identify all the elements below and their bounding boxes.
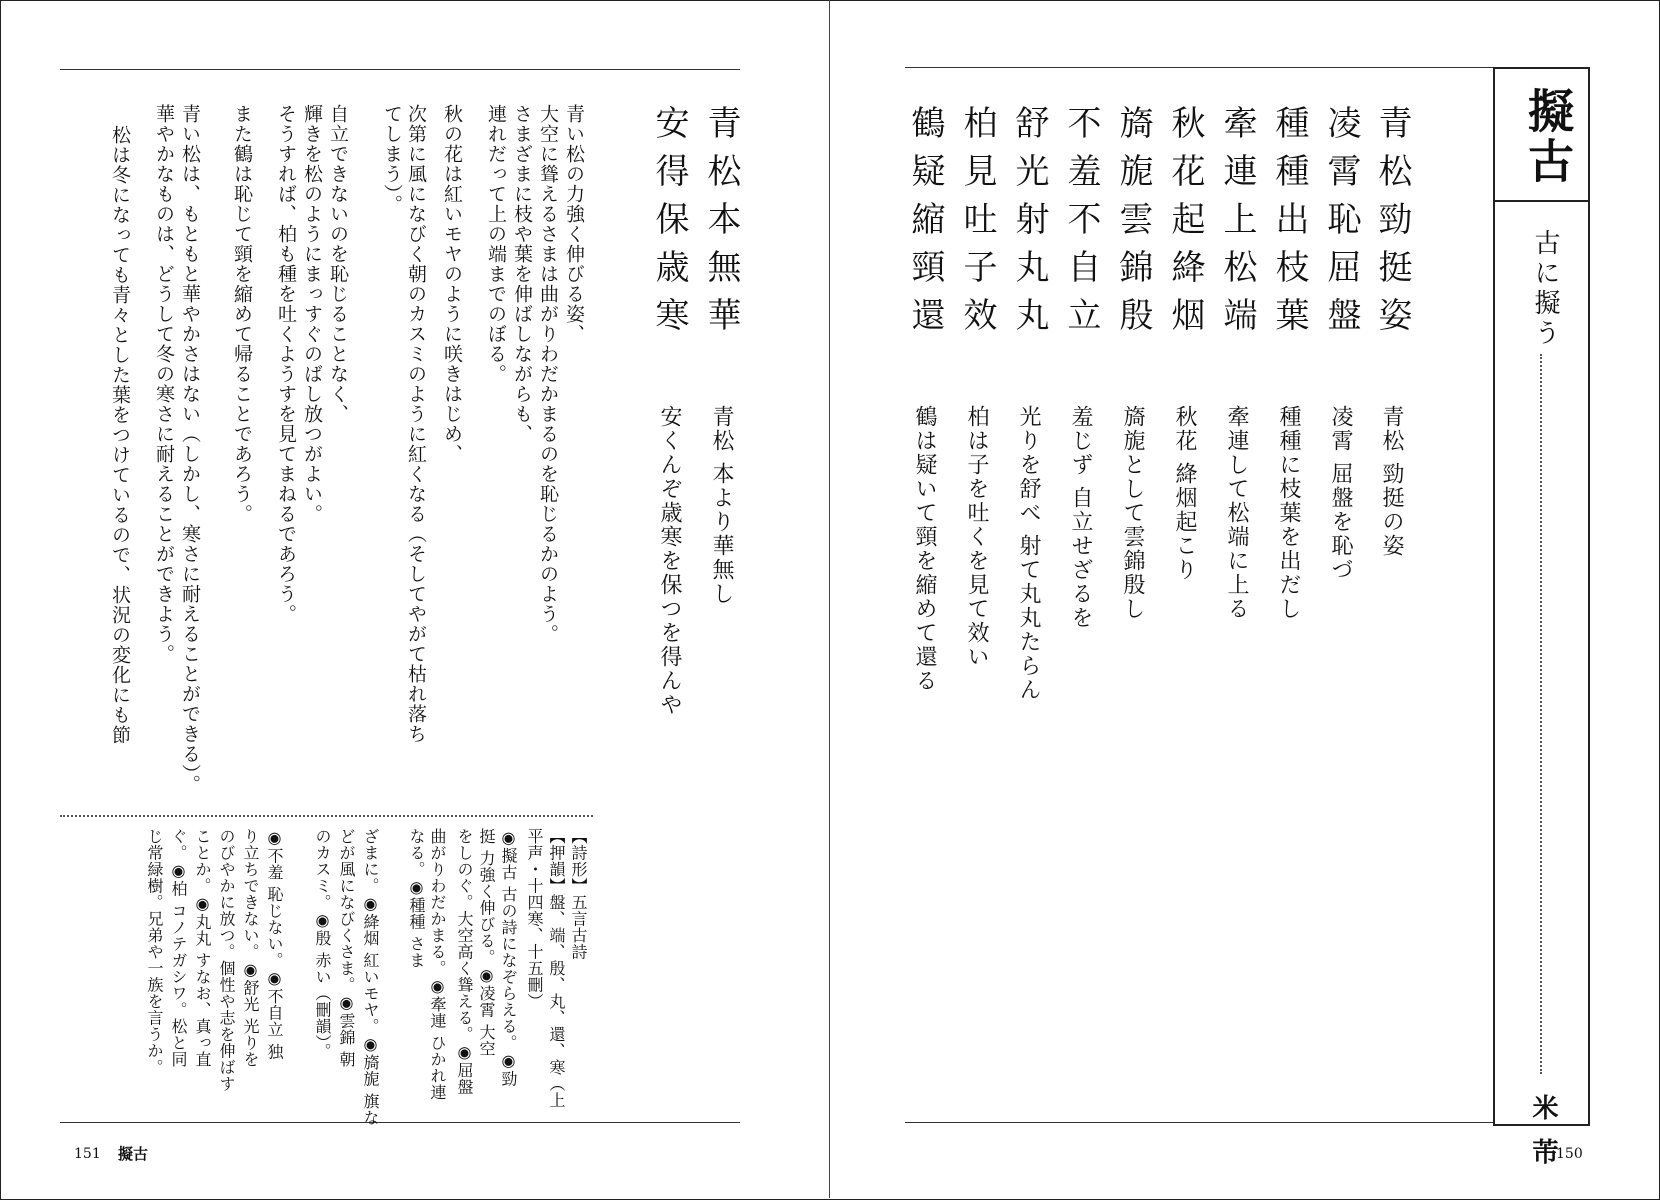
translation-line: そうすれば、柏も種を吐くようすを見てまねるであろう。 bbox=[275, 104, 297, 624]
kundoku-line: 鶴は疑いて頸を縮めて還る bbox=[912, 405, 937, 693]
note-line: どが風になびくさま。◉雲錦 朝 bbox=[337, 828, 356, 1068]
translation-line: 次第に風になびく朝のカスミのように紅くなる（そしてやがて枯れ落ちてしまう）。 bbox=[381, 104, 427, 744]
poem-line: 鶴疑縮頸還 bbox=[905, 105, 945, 345]
note-line: り立ちできない。◉舒光 光りを bbox=[241, 828, 260, 1068]
page-number-left: 151 bbox=[74, 1146, 101, 1162]
subtitle: 古に擬う bbox=[1530, 229, 1560, 349]
page-number-right: 150 bbox=[1556, 1146, 1583, 1162]
title-rule bbox=[1495, 200, 1588, 202]
translation-line: 自立できないのを恥じることなく、 bbox=[327, 104, 349, 424]
poem-line: 青松本無華 bbox=[701, 105, 741, 345]
right-top-rule bbox=[905, 67, 1493, 68]
kundoku-line: 旖旎として雲錦殷し bbox=[1120, 405, 1145, 621]
note-line: をしのぐ。大空高く聳える。◉屈盤 bbox=[455, 828, 474, 1095]
kundoku-line: 青松 本より華無し bbox=[709, 405, 734, 606]
kundoku-line: 牽連して松端に上る bbox=[1224, 405, 1249, 621]
note-line: ぐ。◉柏 コノテガシワ。松と同 bbox=[169, 828, 188, 1068]
translation-line: さまざまに枝や葉を伸ばしながらも、 bbox=[511, 104, 533, 444]
page-fold bbox=[829, 0, 830, 1198]
note-line: 挺 力強く伸びる。◉凌霄 大空 bbox=[477, 828, 496, 1057]
kundoku-line: 光りを舒べ 射て丸丸たらん bbox=[1016, 405, 1041, 702]
translation-line: 青い松は、もともと華やかさはない（しかし、寒さに耐えることができる）。 bbox=[179, 104, 201, 795]
kundoku-line: 柏は子を吐くを見て效い bbox=[964, 405, 989, 669]
note-line: 【押韻】盤、端、殷、丸、還、寒（上 bbox=[547, 828, 566, 1109]
poem-line: 種種出枝葉 bbox=[1269, 105, 1309, 345]
left-bottom-rule bbox=[60, 1122, 740, 1123]
kundoku-line: 羞じず 自立せざるを bbox=[1068, 405, 1093, 630]
title-dotted-line bbox=[1540, 354, 1542, 1074]
poem-line: 安得保歳寒 bbox=[649, 105, 689, 345]
running-title: 擬古 bbox=[118, 1145, 149, 1163]
title: 擬古 bbox=[1521, 87, 1575, 187]
author: 米芾 bbox=[1528, 1094, 1558, 1182]
kundoku-line: 青松 勁挺の姿 bbox=[1379, 405, 1404, 558]
translation-line: 輝きを松のようにまっすぐのばし放つがよい。 bbox=[301, 104, 323, 524]
translation-line: 大空に聳えるさまは曲がりわだかまるのを恥じるかのよう。 bbox=[537, 104, 559, 644]
note-line: ざまに。◉絳烟 紅いモヤ。◉旖旎 旗な bbox=[361, 828, 380, 1126]
note-line: 曲がりわだかまる。◉牽連 ひかれ連なる。◉種種 さま bbox=[407, 828, 447, 1101]
note-line: のカスミ。◉殷 赤い（刪韻）。 bbox=[313, 828, 332, 1060]
note-line: 【詩形】五言古詩 bbox=[569, 828, 588, 960]
poem-line: 凌霄恥屈盤 bbox=[1321, 105, 1361, 345]
translation-line: 華やかなものは、どうして冬の寒さに耐えることができよう。 bbox=[153, 104, 175, 664]
poem-line: 牽連上松端 bbox=[1217, 105, 1257, 345]
translation-line: また鶴は恥じて頸を縮めて帰ることであろう。 bbox=[231, 104, 253, 524]
poem-line: 不羞不自立 bbox=[1061, 105, 1101, 345]
translation-line: 連れだって上の端までのぼる。 bbox=[485, 104, 507, 384]
notes-separator bbox=[60, 815, 593, 817]
note-line: ◉擬古 古の詩になぞらえる。◉勁 bbox=[499, 828, 518, 1088]
note-line: ことか。◉丸丸 すなお、真っ直 bbox=[193, 828, 212, 1068]
poem-line: 青松勁挺姿 bbox=[1372, 105, 1412, 345]
kundoku-line: 秋花 絳烟起こり bbox=[1172, 405, 1197, 582]
note-line: じ常緑樹。兄弟や一族を言うか。 bbox=[145, 828, 164, 1076]
left-top-rule bbox=[60, 69, 740, 70]
poem-line: 秋花起絳烟 bbox=[1165, 105, 1205, 345]
kundoku-line: 種種に枝葉を出だし bbox=[1276, 405, 1301, 621]
translation-line: 秋の花は紅いモヤのように咲きはじめ、 bbox=[441, 104, 463, 464]
note-line: のびやかに放つ。個性や志を伸ばす bbox=[217, 828, 236, 1092]
translation-line: 青い松の力強く伸びる姿、 bbox=[563, 104, 585, 344]
right-bottom-rule bbox=[905, 1122, 1493, 1123]
note-line: ◉不羞 恥じない。◉不自立 独 bbox=[265, 828, 284, 1060]
translation-line: 松は冬になっても青々とした葉をつけているので、状況の変化にも節 bbox=[109, 125, 131, 745]
poem-line: 舒光射丸丸 bbox=[1009, 105, 1049, 345]
kundoku-line: 安くんぞ歳寒を保つを得んや bbox=[657, 405, 682, 717]
kundoku-line: 凌霄 屈盤を恥づ bbox=[1328, 405, 1353, 582]
poem-line: 柏見吐子效 bbox=[957, 105, 997, 345]
note-line: 平声・十四寒、十五刪） bbox=[525, 828, 544, 1010]
poem-line: 旖旎雲錦殷 bbox=[1113, 105, 1153, 345]
